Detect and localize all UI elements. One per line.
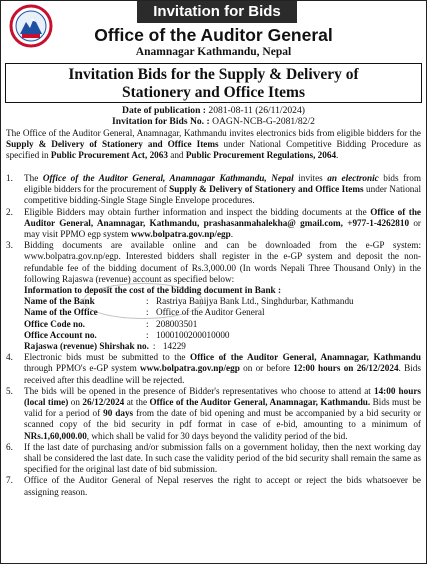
bank-row: Office Account no. : 1000100200010000 [24, 329, 230, 340]
list-item: 1. The Office of the Auditor General, Anamnagar Kathmandu, Nepal invites an electronic bids from eligible bidders for the procurement of Supply & Delivery of Stationery and Office Items under National competitive bidding-Single Stage Single Envelope procedures. [6, 173, 422, 206]
office-name: Office of the Auditor General [94, 25, 333, 45]
notice-title [5, 63, 422, 103]
title-line-2: Stationery and Office Items [122, 84, 305, 101]
banner: Invitation for Bids [137, 1, 297, 23]
list-item: 4. Electronic bids must be submitted to the Office of the Auditor General, Anamnagar, Kathmandu through PPMO's e-GP system www.bolpatra.gov.np/egp on or before 12:00 hours on 26/12/2024. Bids received after this deadline will be rejected. [6, 352, 421, 385]
list-item: 7. Office of the Auditor General of Nepal reserves the right to accept or reject the bids whatsoever be assigning reason. [6, 475, 421, 497]
bank-row: Name of the Office : Office of the Auditor General [24, 307, 265, 318]
bid-number: OAGN-NCB-G-2081/82/2 [212, 116, 315, 128]
office-address: Anamnagar Kathmandu, Nepal [135, 46, 292, 58]
list-item: 5. The bids will be opened in the presence of Bidder's representatives who choose to attend at 14:00 hours (local time) on 26/12/2024 at the Office of the Auditor General, Anamnagar, Kathmandu. Bids must be valid for a period of 90 days from the date of bid opening and must be accompanied by a bid security or scanned copy of the bid security in pdf format in case of e-bid, amounting to a minimum of NRs.1,60,000.00, which shall be valid for 30 days beyond the validity period of the bid. [6, 385, 421, 441]
faint-stamp [83, 283, 203, 319]
notice-meta [1, 105, 426, 128]
list-item: 2. Eligible Bidders may obtain further information and inspect the bidding documents at the Office of the Auditor General, Anamnagar, Kathmandu, prashasanmahalekha@ gmail.com, +977-1-4262810 or may visit PPMO egp system www.bolpatra.gov.np/egp. [6, 206, 422, 240]
title-line-1: Invitation Bids for the Supply & Delivery of [68, 66, 359, 83]
bank-row: Rajaswa (revenue) Shirshak no. : 14229 [24, 341, 186, 352]
list-item: 6. If the last date of purchasing and/or submission falls on a government holiday, then the next working day shall be considered the last date. In such case the validity period of the bid security shall remain the same as specified for the original last date of bid submission. [6, 441, 421, 475]
bid-number-label: Invitation for Bids No. : [112, 116, 210, 128]
bank-row: Office Code no. : 208003501 [24, 318, 198, 329]
terms-list [6, 173, 421, 498]
publication-label: Date of publication : [122, 105, 206, 116]
publication-date: 2081-08-11 (26/11/2024) [208, 105, 305, 116]
intro-paragraph: The Office of the Auditor General, Anamnagar, Kathmandu invites electronics bids from eligible bidders for the Supply & Delivery of Stationery and Office Items under National Competitive Bidding Procedure as specified in Public Procurement Act, 2063 and Public Procurement Regulations, 2064. [6, 128, 422, 161]
list-item: 3. Bidding documents are available online and can be downloaded from the e-GP system: www.bolpatra.gov.np/egp. Interested bidders shall register in the e-GP system and deposit the non-refundable fee of the bidding document of Rs.3,000.00 (In words Nepali Three Thousand Only) in the following Rajaswa (revenue) account as specified below: Information to deposit the cost of the bidding document in Bank : Name of the Bank : Rastriya Banijya Bank Ltd., Singhdurbar, Kathmandu Name of the Office : Office of the Auditor General Office Code no. : 208003501 Office Account no. : 1000100200010000 Rajaswa (revenue) Shirshak no. : 14229 [6, 240, 421, 352]
bank-row: Name of the Bank : Rastriya Banijya Bank Ltd., Singhdurbar, Kathmandu [24, 296, 354, 307]
